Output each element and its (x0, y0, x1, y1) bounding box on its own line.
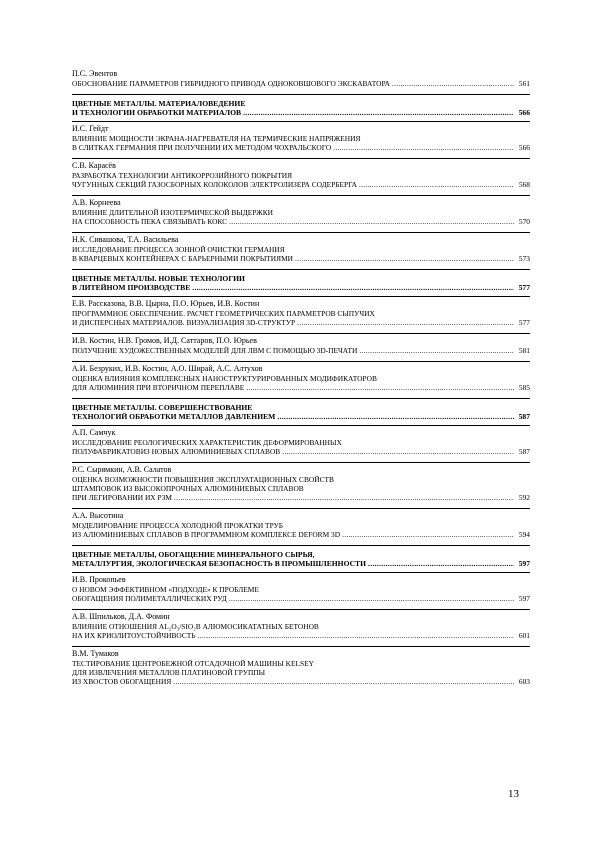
toc-title-line-with-page (72, 383, 530, 392)
toc-entry-authors: И.С. Гейдт (72, 124, 109, 133)
toc-title-line: ШТАМПОВОК ИЗ ВЫСОКОПРОЧНЫХ АЛЮМИНИЕВЫХ СПЛАВОВ (72, 484, 304, 493)
toc-title-line: МОДЕЛИРОВАНИЕ ПРОЦЕССА ХОЛОДНОЙ ПРОКАТКИ ТРУБ (72, 521, 283, 530)
toc-entry (72, 121, 530, 158)
toc-page-number: 566 (518, 143, 530, 152)
toc-title-line-with-page (72, 631, 530, 640)
toc-page-number: 585 (518, 383, 530, 392)
toc-entry-authors: А.В. Шпильков, Д.А. Фомин (72, 612, 170, 621)
toc-entry-authors: И.В. Костин, Н.В. Громов, И.Д. Саттаров, П.О. Юрьев (72, 336, 257, 345)
toc-title-line: ОЦЕНКА ВЛИЯНИЯ КОМПЛЕКСНЫХ НАНОСТРУКТУРИРОВАННЫХ МОДИФИКАТОРОВ (72, 374, 377, 383)
table-of-contents (72, 69, 530, 692)
toc-title-line-with-page (72, 412, 530, 421)
dot-leader (229, 594, 514, 603)
toc-title-line: ПОЛУЧЕНИЕ ХУДОЖЕСТВЕННЫХ МОДЕЛЕЙ ДЛЯ ЛВМ С ПОМОЩЬЮ 3D-ПЕЧАТИ (72, 346, 358, 355)
toc-title-line-with-page (72, 283, 530, 292)
toc-title-line-with-page (72, 318, 530, 327)
dot-leader (392, 79, 514, 88)
toc-title-line: ОБОСНОВАНИЕ ПАРАМЕТРОВ ГИБРИДНОГО ПРИВОДА ОДНОКОВШОВОГО ЭКСКАВАТОРА (72, 79, 390, 88)
toc-page-number: 587 (518, 447, 530, 456)
toc-title-line-with-page (72, 254, 530, 263)
toc-title-line-with-page (72, 677, 530, 686)
toc-page-number: 597 (518, 559, 530, 568)
dot-leader (243, 108, 514, 117)
toc-title-line: В СЛИТКАХ ГЕРМАНИЯ ПРИ ПОЛУЧЕНИИ ИХ МЕТОДОМ ЧОХРАЛЬСКОГО (72, 143, 332, 152)
toc-title-line: И ДИСПЕРСНЫХ МАТЕРИАЛОВ. ВИЗУАЛИЗАЦИЯ 3D-СТРУКТУР (72, 318, 296, 327)
toc-title-line: ОЦЕНКА ВОЗМОЖНОСТИ ПОВЫШЕНИЯ ЭКСПЛУАТАЦИОННЫХ СВОЙСТВ (72, 475, 334, 484)
toc-title-line: НА СПОСОБНОСТЬ ПЕКА СВЯЗЫВАТЬ КОКС (72, 217, 228, 226)
toc-page-number: 594 (518, 530, 530, 539)
toc-entry (72, 646, 530, 692)
toc-title-line: ЦВЕТНЫЕ МЕТАЛЛЫ. СОВЕРШЕНСТВОВАНИЕ (72, 403, 253, 412)
toc-title-line: И ТЕХНОЛОГИИ ОБРАБОТКИ МАТЕРИАЛОВ (72, 108, 242, 117)
toc-title-line: ЦВЕТНЫЕ МЕТАЛЛЫ. НОВЫЕ ТЕХНОЛОГИИ (72, 274, 245, 283)
toc-title-line: О НОВОМ ЭФФЕКТИВНОМ «ПОДХОДЕ» К ПРОБЛЕМЕ (72, 585, 259, 594)
toc-entry-authors: С.В. Карасёв (72, 161, 116, 170)
toc-entry (72, 462, 530, 508)
toc-title-line: НА ИХ КРИОЛИТОУСТОЙЧИВОСТЬ (72, 631, 196, 640)
toc-title-line: ТЕСТИРОВАНИЕ ЦЕНТРОБЕЖНОЙ ОТСАДОЧНОЙ МАШИНЫ KELSEY (72, 659, 314, 668)
toc-page-number: 603 (518, 677, 530, 686)
toc-title-line: ВЛИЯНИЕ ДЛИТЕЛЬНОЙ ИЗОТЕРМИЧЕСКОЙ ВЫДЕРЖКИ (72, 208, 274, 217)
toc-title-line: ДЛЯ ИЗВЛЕЧЕНИЯ МЕТАЛЛОВ ПЛАТИНОВОЙ ГРУППЫ (72, 668, 266, 677)
toc-title-line-with-page (72, 108, 530, 117)
toc-page-number: 570 (518, 217, 530, 226)
toc-entry (72, 158, 530, 195)
toc-title-line: ИССЛЕДОВАНИЕ РЕОЛОГИЧЕСКИХ ХАРАКТЕРИСТИК ДЕФОРМИРОВАННЫХ (72, 438, 342, 447)
toc-entry-authors: А.П. Самчук (72, 428, 116, 437)
toc-page-number: 566 (518, 108, 530, 117)
toc-entry-authors: П.С. Эвентов (72, 69, 118, 78)
toc-title-line-with-page (72, 79, 530, 88)
toc-page-number: 601 (518, 631, 530, 640)
toc-page-number: 561 (518, 79, 530, 88)
toc-title-line-with-page (72, 530, 530, 539)
toc-title-line: В КВАРЦЕВЫХ КОНТЕЙНЕРАХ С БАРЬЕРНЫМИ ПОКРЫТИЯМИ (72, 254, 293, 263)
dot-leader (198, 631, 514, 640)
dot-leader (277, 412, 513, 421)
toc-title-line: ИЗ ХВОСТОВ ОБОГАЩЕНИЯ (72, 677, 172, 686)
toc-title-line: ВЛИЯНИЕ МОЩНОСТИ ЭКРАНА-НАГРЕВАТЕЛЯ НА ТЕРМИЧЕСКИЕ НАПРЯЖЕНИЯ (72, 134, 361, 143)
toc-page-number: 577 (518, 318, 530, 327)
toc-section-heading (72, 398, 530, 425)
toc-entry-authors: А.И. Безруких, И.В. Костин, А.О. Ширай, А.С. Алтухов (72, 364, 263, 373)
toc-title-line: РАЗРАБОТКА ТЕХНОЛОГИИ АНТИКОРРОЗИЙНОГО ПОКРЫТИЯ (72, 171, 293, 180)
toc-title-line: МЕТАЛЛУРГИЯ, ЭКОЛОГИЧЕСКАЯ БЕЗОПАСНОСТЬ В ПРОМЫШЛЕННОСТИ (72, 559, 367, 568)
toc-entry-authors: Р.С. Сырямкин, А.В. Салатов (72, 465, 172, 474)
toc-entry-authors: Е.В. Рассказова, В.В. Цырна, П.О. Юрьев, И.В. Костин (72, 299, 260, 308)
toc-entry (72, 361, 530, 398)
toc-title-line-with-page (72, 594, 530, 603)
toc-title-line: В ЛИТЕЙНОМ ПРОИЗВОДСТВЕ (72, 283, 191, 292)
toc-title-line: ОБОГАЩЕНИЯ ПОЛИМЕТАЛЛИЧЕСКИХ РУД (72, 594, 227, 603)
toc-page-number: 568 (518, 180, 530, 189)
toc-title-line-with-page (72, 493, 530, 502)
toc-entry-authors: И.В. Прокопьев (72, 575, 126, 584)
toc-entry (72, 609, 530, 646)
toc-page-number: 581 (518, 346, 530, 355)
toc-entry (72, 333, 530, 361)
toc-title-line-with-page (72, 143, 530, 152)
toc-entry (72, 69, 530, 94)
toc-entry-authors: В.М. Тумаков (72, 649, 119, 658)
page-number: 13 (508, 788, 519, 800)
toc-entry (72, 508, 530, 545)
toc-title-line: ПОЛУФАБРИКАТОВИЗ НОВЫХ АЛЮМИНИЕВЫХ СПЛАВОВ (72, 447, 281, 456)
dot-leader (359, 180, 514, 189)
toc-title-line-with-page (72, 217, 530, 226)
dot-leader (192, 283, 513, 292)
toc-title-line: ЧУГУННЫХ СЕКЦИЙ ГАЗОСБОРНЫХ КОЛОКОЛОВ ЭЛЕКТРОЛИЗЕРА СОДЕРБЕРГА (72, 180, 357, 189)
toc-title-line: ТЕХНОЛОГИЙ ОБРАБОТКИ МЕТАЛЛОВ ДАВЛЕНИЕМ (72, 412, 276, 421)
dot-leader (229, 217, 514, 226)
toc-title-line-with-page (72, 447, 530, 456)
toc-section-heading (72, 545, 530, 572)
toc-title-line: ЦВЕТНЫЕ МЕТАЛЛЫ. МАТЕРИАЛОВЕДЕНИЕ (72, 99, 246, 108)
toc-title-line-with-page (72, 346, 530, 355)
dot-leader (368, 559, 514, 568)
dot-leader (282, 447, 514, 456)
toc-entry-authors: А.В. Корнеева (72, 198, 121, 207)
dot-leader (359, 346, 514, 355)
toc-title-line: ИССЛЕДОВАНИЕ ПРОЦЕССА ЗОННОЙ ОЧИСТКИ ГЕРМАНИЯ (72, 245, 285, 254)
toc-page-number: 592 (518, 493, 530, 502)
toc-title-line: ВЛИЯНИЕ ОТНОШЕНИЯ AL₂O₃/SIO₂В АЛЮМОСИКАТАТНЫХ БЕТОНОВ (72, 622, 319, 631)
dot-leader (174, 493, 514, 502)
toc-title-line: ИЗ АЛЮМИНИЕВЫХ СПЛАВОВ В ПРОГРАММНОМ КОМПЛЕКСЕ DEFORM 3D (72, 530, 341, 539)
toc-page-number: 577 (518, 283, 530, 292)
dot-leader (297, 318, 514, 327)
toc-entry (72, 572, 530, 609)
toc-section-heading (72, 269, 530, 296)
dot-leader (333, 143, 514, 152)
toc-page-number: 573 (518, 254, 530, 263)
toc-title-line-with-page (72, 180, 530, 189)
toc-title-line: ДЛЯ АЛЮМИНИЯ ПРИ ВТОРИЧНОМ ПЕРЕПЛАВЕ (72, 383, 245, 392)
toc-title-line-with-page (72, 559, 530, 568)
toc-entry (72, 296, 530, 333)
dot-leader (173, 677, 514, 686)
toc-entry (72, 232, 530, 269)
toc-section-heading (72, 94, 530, 121)
toc-entry (72, 425, 530, 462)
toc-title-line: ПРИ ЛЕГИРОВАНИИ ИХ РЗМ (72, 493, 172, 502)
toc-entry (72, 195, 530, 232)
dot-leader (342, 530, 514, 539)
toc-entry-authors: Н.К. Сивашова, Т.А. Васильева (72, 235, 179, 244)
toc-title-line: ЦВЕТНЫЕ МЕТАЛЛЫ, ОБОГАЩЕНИЕ МИНЕРАЛЬНОГО СЫРЬЯ, (72, 550, 315, 559)
dot-leader (246, 383, 514, 392)
toc-page-number: 597 (518, 594, 530, 603)
toc-title-line: ПРОГРАММНОЕ ОБЕСПЕЧЕНИЕ. РАСЧЕТ ГЕОМЕТРИЧЕСКИХ ПАРАМЕТРОВ СЫПУЧИХ (72, 309, 375, 318)
toc-entry-authors: А.А. Высотина (72, 511, 124, 520)
toc-page-number: 587 (518, 412, 530, 421)
dot-leader (295, 254, 514, 263)
